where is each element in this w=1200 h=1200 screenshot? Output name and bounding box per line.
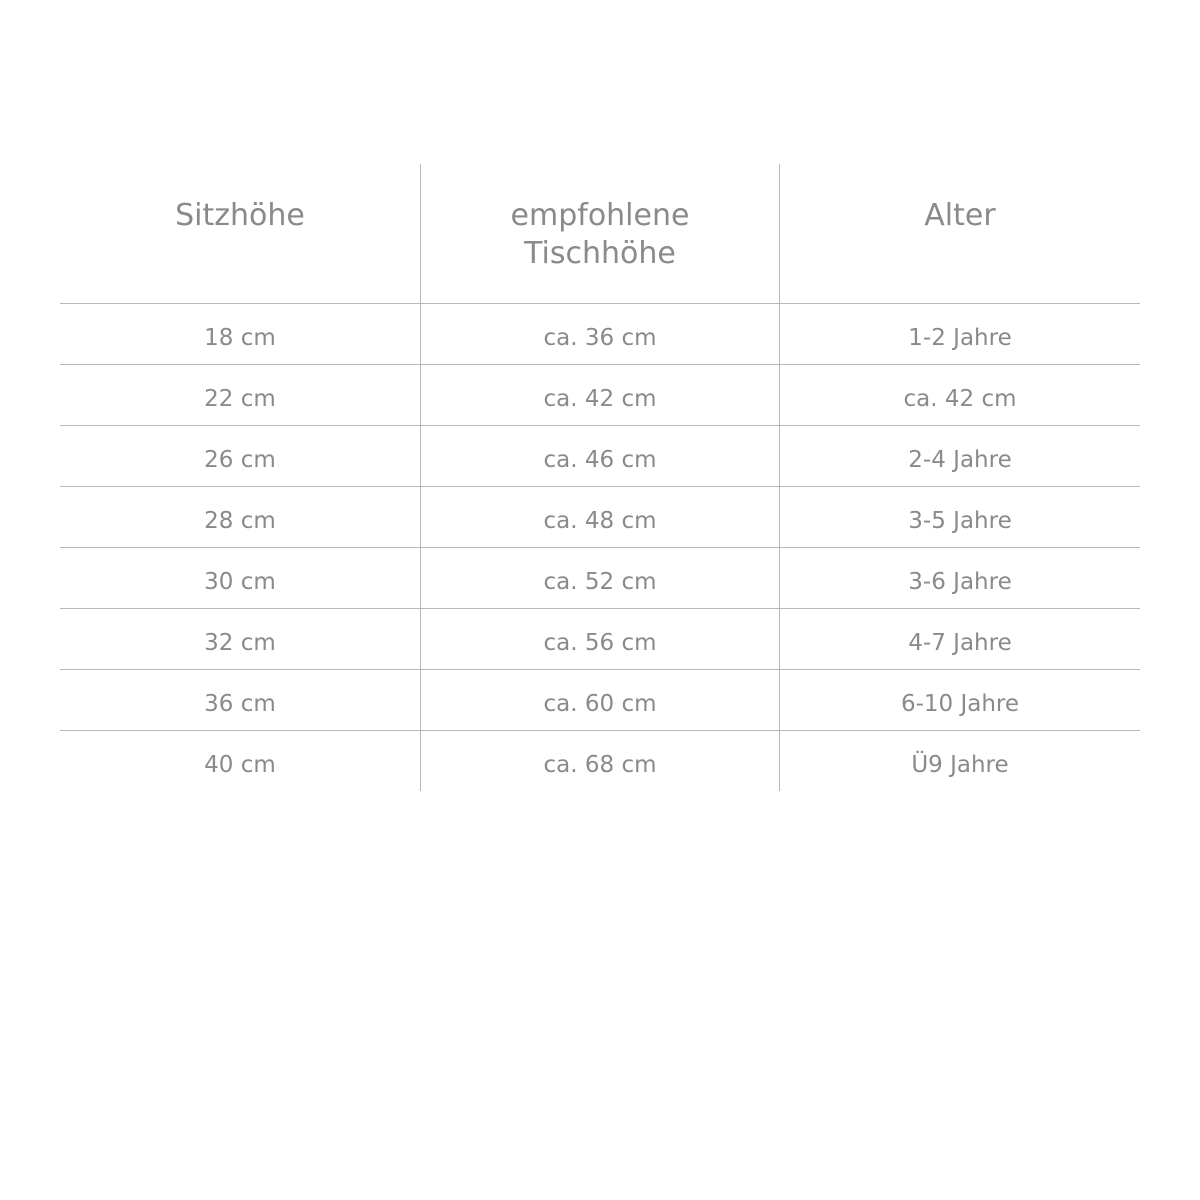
cell-age: Ü9 Jahre bbox=[911, 752, 1009, 778]
table-row bbox=[60, 670, 1140, 731]
cell-seat-height: 26 cm bbox=[204, 447, 276, 473]
cell-seat-height: 36 cm bbox=[204, 691, 276, 717]
cell-table-height: ca. 46 cm bbox=[420, 426, 780, 486]
cell-age: 4-7 Jahre bbox=[908, 630, 1012, 656]
table-row bbox=[60, 365, 1140, 426]
cell-seat-height: 28 cm bbox=[204, 508, 276, 534]
table-row bbox=[60, 426, 1140, 487]
cell-age: 2-4 Jahre bbox=[908, 447, 1012, 473]
size-table bbox=[60, 164, 1140, 791]
table-row bbox=[60, 731, 1140, 791]
cell-seat-height: 30 cm bbox=[204, 569, 276, 595]
cell-seat-height: 18 cm bbox=[204, 325, 276, 351]
table-row bbox=[60, 548, 1140, 609]
table-header-row bbox=[60, 164, 1140, 304]
cell-age: 1-2 Jahre bbox=[908, 325, 1012, 351]
cell-table-height: ca. 52 cm bbox=[420, 548, 780, 608]
header-age bbox=[780, 164, 1140, 303]
table-row bbox=[60, 609, 1140, 670]
header-age-label: Alter bbox=[924, 198, 996, 233]
header-table-height bbox=[420, 164, 780, 303]
cell-table-height: ca. 68 cm bbox=[420, 731, 780, 791]
header-table-height-line2: Tischhöhe bbox=[524, 236, 676, 271]
cell-seat-height: 32 cm bbox=[204, 630, 276, 656]
header-seat-height-label: Sitzhöhe bbox=[175, 198, 305, 233]
header-seat-height bbox=[60, 164, 420, 303]
cell-age: 3-5 Jahre bbox=[908, 508, 1012, 534]
cell-age: ca. 42 cm bbox=[903, 386, 1017, 412]
table-row bbox=[60, 487, 1140, 548]
header-table-height-line1: empfohlene bbox=[510, 198, 690, 233]
cell-table-height: ca. 42 cm bbox=[420, 365, 780, 425]
cell-table-height: ca. 36 cm bbox=[420, 304, 780, 364]
cell-age: 6-10 Jahre bbox=[900, 691, 1020, 717]
cell-seat-height: 40 cm bbox=[204, 752, 276, 778]
cell-age: 3-6 Jahre bbox=[908, 569, 1012, 595]
cell-table-height: ca. 60 cm bbox=[420, 670, 780, 730]
cell-seat-height: 22 cm bbox=[204, 386, 276, 412]
cell-table-height: ca. 48 cm bbox=[420, 487, 780, 547]
cell-table-height: ca. 56 cm bbox=[420, 609, 780, 669]
table-row bbox=[60, 304, 1140, 365]
